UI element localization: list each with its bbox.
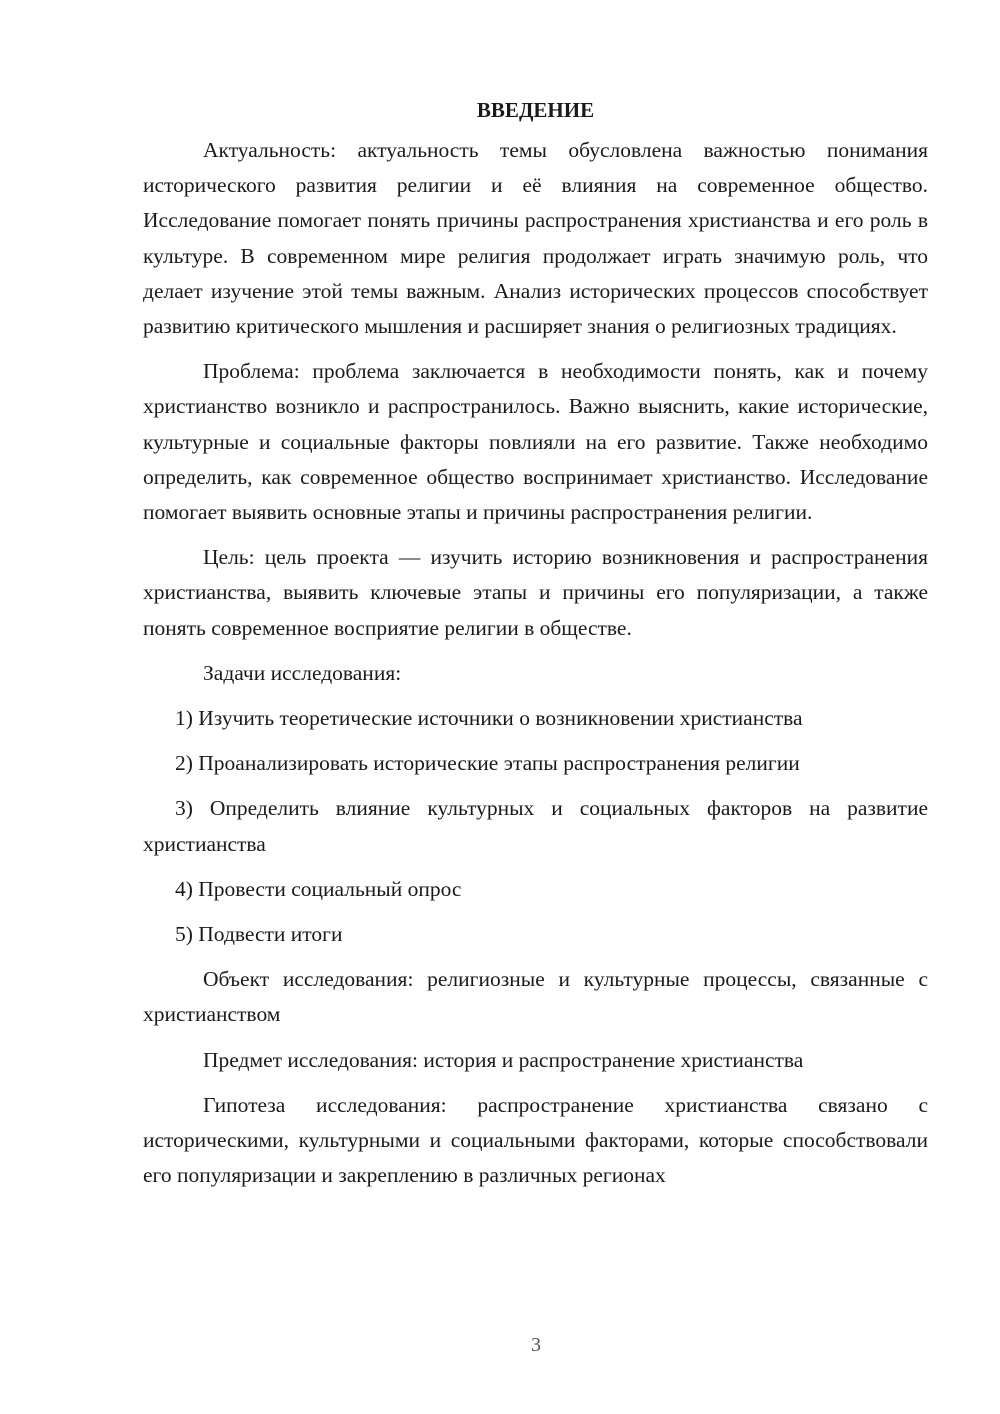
page-number: 3 xyxy=(531,1334,541,1356)
paragraph-subject: Предмет исследования: история и распространение христианства xyxy=(203,1047,804,1072)
tasks-heading: Задачи исследования: xyxy=(203,660,402,685)
paragraph-relevance: Актуальность: актуальность темы обусловлена важностью понимания исторического развития религии и её влияния на современное общество. Исследование помогает понять причины распространения христианства и его роль в культуре. В современном мире религия продолжает играть значимую роль, что делает изучение этой темы важным. Анализ исторических процессов способствует развитию критического мышления и расширяет знания о религиозных традициях. xyxy=(143,138,928,339)
paragraph-problem: Проблема: проблема заключается в необходимости понять, как и почему христианство возникло и распространилось. Важно выяснить, какие исторические, культурные и социальные факторы повлияли на его развитие. Также необходимо определить, как современное общество воспринимает христианство. Исследование помогает выявить основные этапы и причины распространения религии. xyxy=(143,359,928,525)
task-item-3: 3) Определить влияние культурных и социальных факторов на развитие христианства xyxy=(143,796,928,856)
paragraph-object: Объект исследования: религиозные и культурные процессы, связанные с христианством xyxy=(143,967,928,1027)
section-title: ВВЕДЕНИЕ xyxy=(476,98,595,122)
task-item-4: 4) Провести социальный опрос xyxy=(175,876,462,901)
task-item-1: 1) Изучить теоретические источники о возникновении христианства xyxy=(175,706,803,731)
task-item-2: 2) Проанализировать исторические этапы распространения религии xyxy=(175,751,800,776)
document-page xyxy=(143,93,928,1203)
paragraph-hypothesis: Гипотеза исследования: распространение христианства связано с историческими, культурными и социальными факторами, которые способствовали его популяризации и закреплению в различных регионах xyxy=(143,1092,928,1188)
paragraph-goal: Цель: цель проекта — изучить историю возникновения и распространения христианства, выявить ключевые этапы и причины его популяризации, а также понять современное восприятие религии в обществе. xyxy=(143,545,928,640)
task-item-5: 5) Подвести итоги xyxy=(175,922,343,947)
